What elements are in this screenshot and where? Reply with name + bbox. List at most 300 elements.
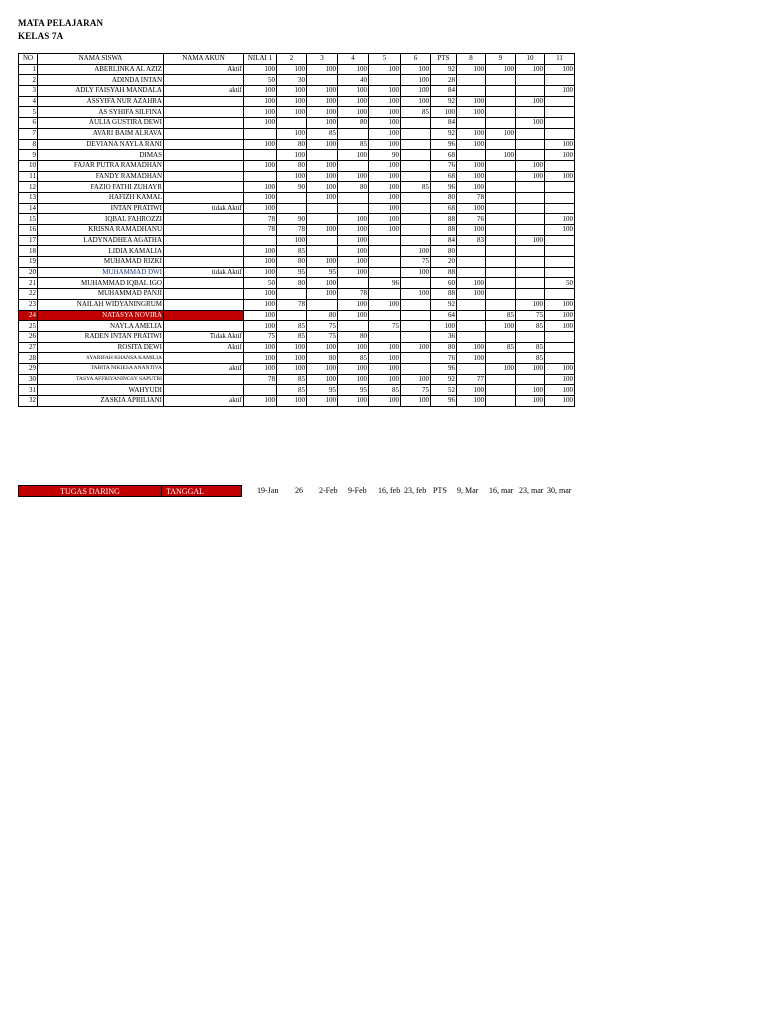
score-cell: 100 <box>457 225 486 236</box>
score-cell <box>486 299 516 310</box>
score-cell <box>457 246 486 257</box>
row-number: 6 <box>19 118 38 129</box>
score-cell: 100 <box>307 64 338 75</box>
row-number: 14 <box>19 203 38 214</box>
score-cell: 85 <box>277 374 307 385</box>
table-row <box>19 214 575 225</box>
score-cell: 100 <box>307 171 338 182</box>
score-cell: 80 <box>277 160 307 171</box>
account-status: Aktif <box>164 342 244 353</box>
row-number: 15 <box>19 214 38 225</box>
score-cell <box>486 235 516 246</box>
pts-score: 96 <box>431 139 457 150</box>
score-cell <box>486 225 516 236</box>
account-status <box>164 182 244 193</box>
score-cell <box>486 331 516 342</box>
student-name: FANDY RAMADHAN <box>38 171 164 182</box>
score-cell <box>545 331 575 342</box>
score-cell: 100 <box>277 235 307 246</box>
pts-score: 92 <box>431 96 457 107</box>
score-cell: 100 <box>244 396 277 407</box>
score-cell: 85 <box>338 139 369 150</box>
score-cell: 100 <box>545 363 575 374</box>
score-cell <box>401 235 431 246</box>
score-cell <box>486 171 516 182</box>
pts-score: 76 <box>431 160 457 171</box>
date-label: 9-Feb <box>348 486 367 495</box>
score-cell: 100 <box>369 374 401 385</box>
account-status <box>164 96 244 107</box>
table-row <box>19 225 575 236</box>
column-header: 9 <box>486 54 516 65</box>
score-cell <box>401 363 431 374</box>
table-header-row <box>19 54 575 65</box>
row-number: 30 <box>19 374 38 385</box>
column-header: 6 <box>401 54 431 65</box>
score-cell: 100 <box>244 353 277 364</box>
score-cell <box>545 96 575 107</box>
score-cell: 80 <box>277 257 307 268</box>
score-cell: 100 <box>244 363 277 374</box>
pts-score: 20 <box>431 257 457 268</box>
score-cell: 85 <box>401 107 431 118</box>
score-cell: 75 <box>516 310 545 321</box>
score-cell: 100 <box>307 182 338 193</box>
score-cell: 100 <box>244 160 277 171</box>
score-cell: 100 <box>307 139 338 150</box>
pts-score: 96 <box>431 396 457 407</box>
score-cell: 100 <box>369 363 401 374</box>
student-name: MUHAMMAD PANJI <box>38 289 164 300</box>
date-label: PTS <box>433 486 447 495</box>
pts-score: 84 <box>431 86 457 97</box>
table-row <box>19 289 575 300</box>
score-cell: 100 <box>369 214 401 225</box>
pts-score: 88 <box>431 289 457 300</box>
score-cell <box>401 150 431 161</box>
table-row <box>19 396 575 407</box>
score-cell: 100 <box>244 299 277 310</box>
score-cell: 100 <box>545 321 575 332</box>
score-cell: 100 <box>277 171 307 182</box>
score-cell: 100 <box>457 64 486 75</box>
score-cell <box>486 160 516 171</box>
score-cell: 80 <box>338 331 369 342</box>
account-status <box>164 246 244 257</box>
score-cell <box>401 128 431 139</box>
score-cell: 85 <box>277 321 307 332</box>
student-name: NAYLA AMELIA <box>38 321 164 332</box>
score-cell: 100 <box>545 396 575 407</box>
column-header: 2 <box>277 54 307 65</box>
score-cell: 100 <box>457 396 486 407</box>
score-cell: 77 <box>457 374 486 385</box>
score-cell: 85 <box>486 342 516 353</box>
student-name: DIMAS <box>38 150 164 161</box>
score-cell: 75 <box>401 257 431 268</box>
score-cell <box>401 139 431 150</box>
score-cell: 100 <box>401 86 431 97</box>
score-cell <box>277 289 307 300</box>
table-body <box>19 64 575 406</box>
date-label: 9, Mar <box>457 486 479 495</box>
score-cell <box>516 150 545 161</box>
score-cell: 100 <box>486 321 516 332</box>
column-header: NO <box>19 54 38 65</box>
score-cell: 100 <box>401 374 431 385</box>
score-cell: 90 <box>277 182 307 193</box>
score-cell: 100 <box>516 118 545 129</box>
score-cell <box>244 385 277 396</box>
score-cell: 100 <box>516 171 545 182</box>
row-number: 10 <box>19 160 38 171</box>
score-cell <box>457 310 486 321</box>
score-cell: 100 <box>277 86 307 97</box>
score-cell <box>401 203 431 214</box>
subject-title: MATA PELAJARAN <box>18 18 104 28</box>
score-cell: 85 <box>369 385 401 396</box>
score-cell <box>516 257 545 268</box>
score-cell: 100 <box>244 310 277 321</box>
account-status <box>164 225 244 236</box>
student-name: KRISNA RAMADHANU <box>38 225 164 236</box>
account-status <box>164 118 244 129</box>
row-number: 17 <box>19 235 38 246</box>
score-cell: 100 <box>486 363 516 374</box>
score-cell: 100 <box>545 385 575 396</box>
score-cell: 100 <box>277 396 307 407</box>
score-cell: 90 <box>369 150 401 161</box>
score-cell <box>516 267 545 278</box>
score-cell: 78 <box>244 225 277 236</box>
student-name: LIDIA KAMALIA <box>38 246 164 257</box>
date-label: 2-Feb <box>319 486 338 495</box>
row-number: 8 <box>19 139 38 150</box>
table-row <box>19 235 575 246</box>
score-cell: 100 <box>244 182 277 193</box>
column-header: 4 <box>338 54 369 65</box>
score-cell: 100 <box>307 257 338 268</box>
score-cell: 100 <box>486 150 516 161</box>
grade-table <box>18 53 575 407</box>
score-cell: 100 <box>369 86 401 97</box>
score-cell: 100 <box>338 342 369 353</box>
score-cell: 100 <box>516 96 545 107</box>
score-cell <box>277 192 307 203</box>
score-cell: 100 <box>457 385 486 396</box>
score-cell: 100 <box>244 64 277 75</box>
score-cell: 85 <box>307 128 338 139</box>
student-name: AULIA GUSTIRA DEWI <box>38 118 164 129</box>
score-cell: 100 <box>307 289 338 300</box>
score-cell: 100 <box>338 299 369 310</box>
score-cell: 100 <box>244 86 277 97</box>
table-row <box>19 278 575 289</box>
score-cell <box>401 171 431 182</box>
table-row <box>19 96 575 107</box>
table-row <box>19 160 575 171</box>
column-header: NILAI 1 <box>244 54 277 65</box>
student-name: FAJAR PUTRA RAMADHAN <box>38 160 164 171</box>
score-cell <box>401 321 431 332</box>
score-cell: 100 <box>244 289 277 300</box>
score-cell <box>486 385 516 396</box>
score-cell: 100 <box>338 396 369 407</box>
table-row <box>19 363 575 374</box>
score-cell: 100 <box>457 353 486 364</box>
score-cell: 100 <box>545 374 575 385</box>
table-row <box>19 203 575 214</box>
tanggal-label: TANGGAL <box>162 485 242 497</box>
score-cell <box>307 150 338 161</box>
score-cell <box>486 86 516 97</box>
student-name: ABERLINKA AL AZIZ <box>38 64 164 75</box>
pts-score: 88 <box>431 267 457 278</box>
row-number: 20 <box>19 267 38 278</box>
score-cell <box>516 139 545 150</box>
score-cell: 100 <box>369 171 401 182</box>
score-cell <box>486 118 516 129</box>
score-cell <box>486 75 516 86</box>
score-cell: 85 <box>516 342 545 353</box>
row-number: 26 <box>19 331 38 342</box>
row-number: 19 <box>19 257 38 268</box>
score-cell: 78 <box>277 299 307 310</box>
score-cell: 100 <box>486 128 516 139</box>
account-status <box>164 353 244 364</box>
score-cell: 85 <box>516 353 545 364</box>
account-status: Tidak Aktif <box>164 331 244 342</box>
pts-score: 68 <box>431 203 457 214</box>
account-status <box>164 310 244 321</box>
pts-score: 92 <box>431 128 457 139</box>
score-cell <box>516 331 545 342</box>
score-cell <box>545 267 575 278</box>
score-cell: 100 <box>277 128 307 139</box>
score-cell <box>307 299 338 310</box>
table-row <box>19 385 575 396</box>
score-cell: 100 <box>486 64 516 75</box>
score-cell <box>486 278 516 289</box>
student-name: AS SYHIFA SILFINA <box>38 107 164 118</box>
score-cell: 100 <box>516 235 545 246</box>
score-cell <box>486 192 516 203</box>
account-status: tidak Aktif <box>164 203 244 214</box>
score-cell: 100 <box>338 246 369 257</box>
score-cell <box>516 86 545 97</box>
student-name: MUHAMMAD IQBAL IGO <box>38 278 164 289</box>
score-cell: 100 <box>307 107 338 118</box>
table-row <box>19 107 575 118</box>
score-cell <box>516 214 545 225</box>
score-cell: 100 <box>457 96 486 107</box>
score-cell: 100 <box>401 75 431 86</box>
student-name: ADLY FAISYAH MANDALA <box>38 86 164 97</box>
score-cell <box>486 267 516 278</box>
table-row <box>19 182 575 193</box>
score-cell: 100 <box>401 267 431 278</box>
score-cell <box>277 118 307 129</box>
score-cell: 100 <box>545 171 575 182</box>
score-cell: 100 <box>338 214 369 225</box>
table-row <box>19 150 575 161</box>
score-cell <box>486 139 516 150</box>
score-cell: 100 <box>244 107 277 118</box>
account-status <box>164 107 244 118</box>
score-cell: 95 <box>307 385 338 396</box>
score-cell <box>307 235 338 246</box>
score-cell: 85 <box>516 321 545 332</box>
score-cell: 96 <box>369 278 401 289</box>
student-name: FAZIO FATHI ZUHAYR <box>38 182 164 193</box>
table-row <box>19 118 575 129</box>
score-cell: 78 <box>244 374 277 385</box>
account-status <box>164 278 244 289</box>
row-number: 13 <box>19 192 38 203</box>
score-cell <box>457 321 486 332</box>
score-cell: 100 <box>401 246 431 257</box>
score-cell: 100 <box>545 86 575 97</box>
score-cell <box>338 203 369 214</box>
score-cell: 100 <box>307 342 338 353</box>
account-status: aktif <box>164 363 244 374</box>
score-cell <box>486 257 516 268</box>
score-cell: 100 <box>277 64 307 75</box>
student-name: WAHYUDI <box>38 385 164 396</box>
score-cell <box>369 246 401 257</box>
score-cell: 100 <box>338 363 369 374</box>
pts-score: 92 <box>431 64 457 75</box>
score-cell: 100 <box>401 289 431 300</box>
score-cell: 75 <box>401 385 431 396</box>
score-cell <box>516 246 545 257</box>
score-cell <box>369 257 401 268</box>
score-cell: 100 <box>338 225 369 236</box>
table-row <box>19 75 575 86</box>
score-cell <box>244 171 277 182</box>
score-cell <box>457 150 486 161</box>
score-cell: 100 <box>338 171 369 182</box>
score-cell: 100 <box>244 342 277 353</box>
score-cell: 100 <box>369 353 401 364</box>
row-number: 11 <box>19 171 38 182</box>
score-cell: 100 <box>516 385 545 396</box>
score-cell: 100 <box>516 299 545 310</box>
row-number: 9 <box>19 150 38 161</box>
row-number: 18 <box>19 246 38 257</box>
score-cell: 100 <box>307 118 338 129</box>
score-cell: 95 <box>307 267 338 278</box>
score-cell: 100 <box>516 64 545 75</box>
student-name: ROSITA DEWI <box>38 342 164 353</box>
pts-score: 92 <box>431 374 457 385</box>
score-cell: 100 <box>369 299 401 310</box>
row-number: 21 <box>19 278 38 289</box>
pts-score: 88 <box>431 225 457 236</box>
date-label: 23, mar <box>519 486 544 495</box>
account-status <box>164 139 244 150</box>
score-cell: 100 <box>307 192 338 203</box>
table-row <box>19 257 575 268</box>
column-header: 8 <box>457 54 486 65</box>
score-cell: 100 <box>401 64 431 75</box>
score-cell: 100 <box>307 278 338 289</box>
score-cell <box>516 289 545 300</box>
date-list <box>257 485 577 497</box>
score-cell <box>545 118 575 129</box>
score-cell <box>545 128 575 139</box>
score-cell: 100 <box>338 64 369 75</box>
score-cell <box>486 182 516 193</box>
row-number: 24 <box>19 310 38 321</box>
row-number: 2 <box>19 75 38 86</box>
date-label: 19-Jan <box>257 486 279 495</box>
score-cell: 100 <box>244 192 277 203</box>
pts-score: 80 <box>431 246 457 257</box>
score-cell: 100 <box>338 96 369 107</box>
score-cell: 100 <box>244 321 277 332</box>
score-cell <box>401 278 431 289</box>
table-row <box>19 342 575 353</box>
pts-score: 88 <box>431 214 457 225</box>
score-cell <box>545 182 575 193</box>
date-label: 16, feb <box>378 486 401 495</box>
score-cell <box>516 107 545 118</box>
pts-score: 92 <box>431 299 457 310</box>
score-cell: 76 <box>457 214 486 225</box>
score-cell: 85 <box>486 310 516 321</box>
row-number: 32 <box>19 396 38 407</box>
score-cell: 100 <box>457 289 486 300</box>
pts-score: 52 <box>431 385 457 396</box>
score-cell: 100 <box>338 107 369 118</box>
score-cell <box>244 235 277 246</box>
row-number: 12 <box>19 182 38 193</box>
score-cell: 100 <box>244 246 277 257</box>
date-label: 23, feb <box>404 486 427 495</box>
score-cell: 100 <box>244 267 277 278</box>
score-cell: 100 <box>244 118 277 129</box>
score-cell: 100 <box>244 96 277 107</box>
student-name: DEVIANA NAYLA RANI <box>38 139 164 150</box>
account-status <box>164 160 244 171</box>
student-name: SYARIFAH KHANSA KAMILIA <box>38 353 164 364</box>
score-cell <box>486 289 516 300</box>
account-status: tidak Aktif <box>164 267 244 278</box>
score-cell <box>401 160 431 171</box>
score-cell: 83 <box>457 235 486 246</box>
row-number: 31 <box>19 385 38 396</box>
score-cell: 100 <box>545 214 575 225</box>
row-number: 27 <box>19 342 38 353</box>
score-cell <box>486 203 516 214</box>
row-number: 4 <box>19 96 38 107</box>
score-cell: 100 <box>516 396 545 407</box>
score-cell <box>338 192 369 203</box>
table-row <box>19 310 575 321</box>
score-cell: 100 <box>277 150 307 161</box>
date-label: 26 <box>295 486 303 495</box>
row-number: 1 <box>19 64 38 75</box>
score-cell <box>486 396 516 407</box>
score-cell: 100 <box>401 96 431 107</box>
score-cell: 80 <box>338 182 369 193</box>
table-row <box>19 374 575 385</box>
table-row <box>19 192 575 203</box>
row-number: 16 <box>19 225 38 236</box>
score-cell: 100 <box>369 182 401 193</box>
score-cell: 80 <box>307 353 338 364</box>
